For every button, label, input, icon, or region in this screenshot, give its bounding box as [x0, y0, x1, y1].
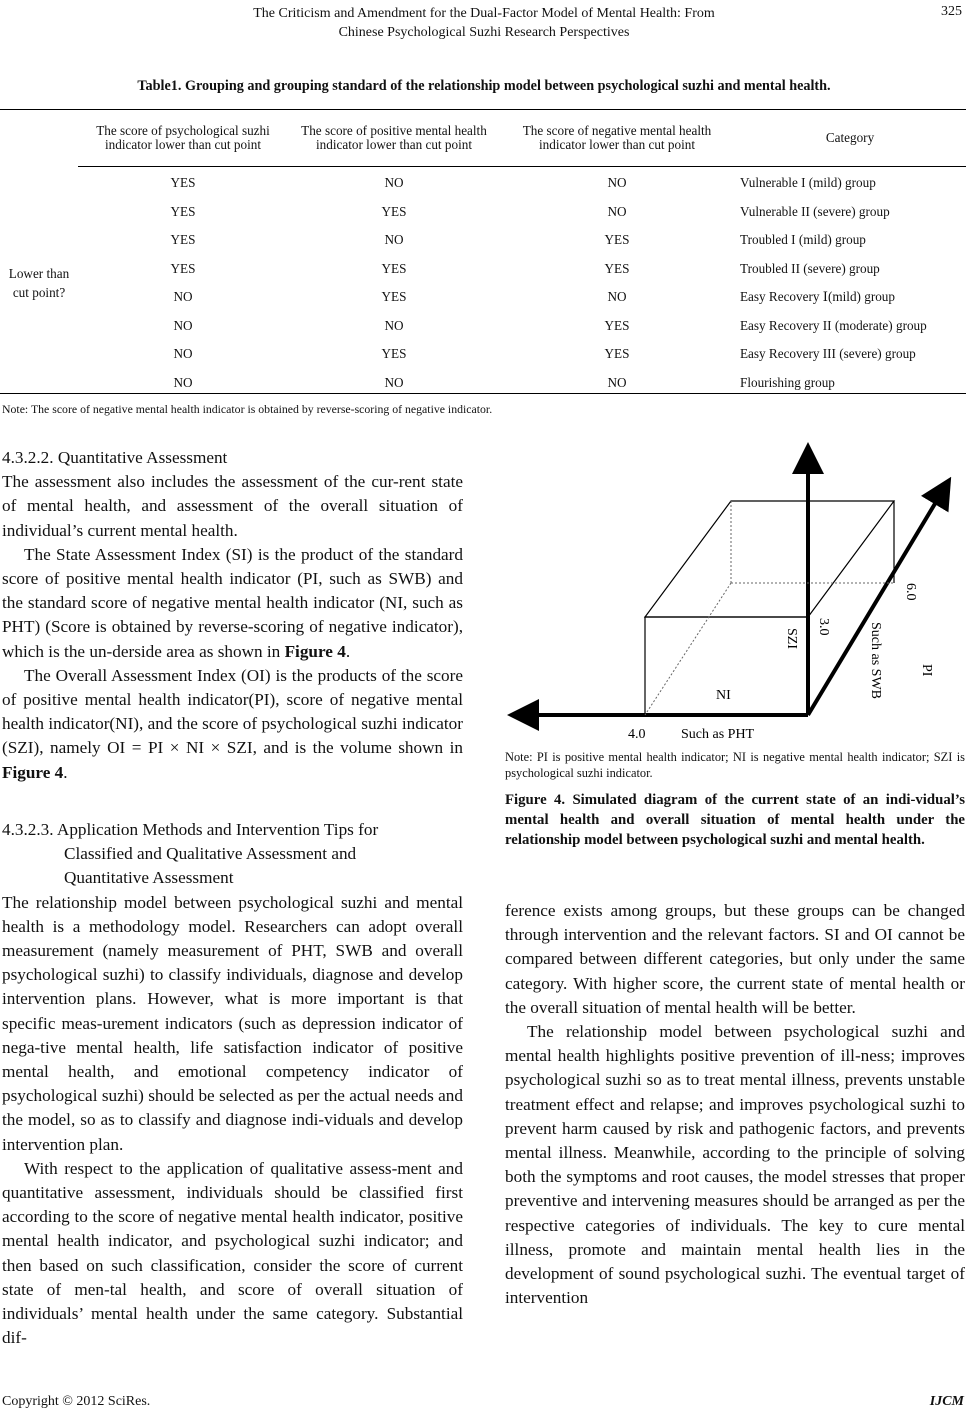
table-row	[0, 283, 966, 312]
paragraph: The assessment also includes the assessment of the cur-rent state of mental health, and assessment of the overall situation of individual’s current mental health.	[2, 472, 463, 540]
table-cell: YES	[604, 317, 630, 333]
table-cell: YES	[170, 232, 196, 248]
label-ni: NI	[716, 688, 731, 703]
table-cell: YES	[381, 289, 407, 305]
figure-ref: Figure 4	[2, 762, 64, 782]
table-cell: YES	[381, 346, 407, 362]
table-cell: NO	[173, 289, 193, 305]
table1-header-row	[0, 110, 966, 167]
page-number: 325	[941, 4, 962, 19]
table-cell: NO	[173, 317, 193, 333]
table-cell: NO	[607, 203, 627, 219]
footer-journal: IJCM	[929, 1394, 964, 1409]
table-row	[0, 312, 966, 341]
paragraph: The State Assessment Index (SI) is the product of the standard score of positive mental health indicator (PI, such as SWB) and the standard score of negative mental health indicator (NI, such as PHT) (Score is obtained by reverse-scoring of negative indicator), which is the un-derside area as shown in Figure 4.	[2, 544, 463, 661]
figure-ref: Figure 4	[284, 641, 346, 661]
label-pi: PI	[919, 664, 934, 677]
running-title-line1: The Criticism and Amendment for the Dual-Factor Model of Mental Health: From	[253, 6, 715, 21]
paragraph: The Overall Assessment Index (OI) is the products of the score of positive mental health indicator(PI), score of negative mental health indicator(NI), and the score of psychological suzhi indicator (SZI), namely OI = PI × NI × SZI, and is the volume shown in Figure 4.	[2, 665, 463, 782]
table1	[0, 110, 966, 397]
table-cell: Easy Recovery II (moderate) group	[740, 317, 927, 333]
table-cell: Vulnerable II (severe) group	[740, 203, 890, 219]
table-cell: Easy Recovery Ⅰ(mild) group	[740, 289, 895, 305]
running-title-line2: Chinese Psychological Suzhi Research Perspectives	[338, 25, 630, 40]
table-row	[0, 255, 966, 284]
table-cell: YES	[604, 232, 630, 248]
table-cell: NO	[384, 374, 404, 390]
section-heading-4322: 4.3.2.2. Quantitative Assessment	[2, 448, 228, 467]
table-cell: NO	[384, 317, 404, 333]
label-6: 6.0	[903, 583, 918, 601]
label-3: 3.0	[816, 618, 831, 636]
table-cell: YES	[381, 203, 407, 219]
table-cell: Easy Recovery III (severe) group	[740, 346, 916, 362]
label-szi: SZI	[784, 628, 799, 649]
label-such-as-swb: Such as SWB	[868, 622, 883, 699]
table1-row-header: Lower than cut point?	[8, 265, 70, 300]
table-cell: NO	[384, 175, 404, 191]
table1-note: Note: The score of negative mental health indicator is obtained by reverse-scoring of negative indicator.	[2, 402, 493, 416]
table-cell: NO	[173, 346, 193, 362]
figure4-caption: Figure 4. Simulated diagram of the current state of an indi-vidual’s mental health and overall situation of mental health under the relationship model between psychological suzhi and mental health.	[505, 792, 965, 848]
table-cell: YES	[170, 260, 196, 276]
paragraph: With respect to the application of qualitative assess-ment and quantitative assessment, individuals should be classified first according to the score of negative mental health indicator, positive mental health indicator, and psychological suzhi indicator; and then based on such classification, consider the score of current state of men-tal health, and score of overall situation of individuals’ mental health under the same category. Substantial dif-	[2, 1158, 463, 1348]
left-column-top	[2, 446, 463, 785]
table1-corner	[0, 110, 78, 167]
paragraph: The relationship model between psychological suzhi and mental health highlights positive prevention of ill-ness; improves psychological suzhi so as to treat mental illness, prevents unstable treatment effect and relapse; and improves psychological suzhi to prevent harm caused by risk and pathogenic factors, and prevents mental illness. Meanwhile, according to the principle of solving both the symptoms and root causes, the model stresses that proper preventive and intervening measures should be arranged as per the respective categories of individuals. The key to cure mental illness, promote and maintain mental health lies in the development of sound psychological suzhi. The eventual target of intervention	[505, 1022, 965, 1308]
table-cell: NO	[607, 374, 627, 390]
label-4: 4.0	[628, 727, 646, 742]
table-cell: Troubled I (mild) group	[740, 232, 866, 248]
table-cell: Troubled II (severe) group	[740, 260, 880, 276]
table-cell: NO	[173, 374, 193, 390]
table-cell: Vulnerable I (mild) group	[740, 175, 876, 191]
running-header	[0, 4, 968, 42]
table-cell: Flourishing group	[740, 374, 835, 390]
table1-header-positive: The score of positive mental health indicator lower than cut point	[288, 110, 500, 167]
box-top-face	[645, 501, 894, 617]
paragraph: ference exists among groups, but these groups can be changed through intervention and the relevant factors. SI and OI cannot be compared between different categories, but only under the same category. With higher score, the current state of mental health or the overall situation of mental health will be better.	[505, 901, 965, 1017]
figure4-note: Note: PI is positive mental health indicator; NI is negative mental health indicator; SZI is psychological suzhi indicator.	[505, 750, 965, 780]
section-heading-4323: 4.3.2.3. Application Methods and Intervention Tips for Classified and Qualitative Assessment and Quantitative Assessment	[2, 820, 379, 888]
label-such-as-pht: Such as PHT	[681, 727, 755, 742]
table-row	[0, 198, 966, 227]
paragraph: The relationship model between psychological suzhi and mental health is a methodology model. Researchers can adopt overall measurement (namely measurement of PHT, SWB and overall psychological suzhi) to classify individuals, diagnose and develop intervention plans. However, what is more important is that specific meas-urement indicators (such as depression indicator of nega-tive mental health, life satisfaction indicator of positive mental health, and emotional competency indicator of psychological suzhi) should be selected as per the actual needs and the model, so as to classify and diagnose indi-viduals and develop intervention plan.	[2, 892, 463, 1154]
table-cell: YES	[604, 346, 630, 362]
table1-header-suzhi: The score of psychological suzhi indicator lower than cut point	[78, 110, 288, 167]
table1-caption: Table1. Grouping and grouping standard of the relationship model between psychological suzhi and mental health.	[137, 78, 831, 94]
table-cell: YES	[170, 175, 196, 191]
right-column	[505, 899, 965, 1310]
table-cell: YES	[381, 260, 407, 276]
figure4-diagram	[505, 440, 968, 745]
table-row	[0, 167, 966, 198]
table-bottom-rule	[0, 393, 966, 394]
table1-header-category: Category	[734, 110, 966, 167]
table-cell: NO	[607, 175, 627, 191]
table-cell: YES	[604, 260, 630, 276]
footer-copyright: Copyright © 2012 SciRes.	[2, 1394, 151, 1409]
table-cell: NO	[384, 232, 404, 248]
table1-header-negative: The score of negative mental health indicator lower than cut point	[500, 110, 734, 167]
table-cell: NO	[607, 289, 627, 305]
left-column-bottom	[2, 818, 463, 1350]
table-row	[0, 340, 966, 369]
table-row	[0, 226, 966, 255]
table-cell: YES	[170, 203, 196, 219]
